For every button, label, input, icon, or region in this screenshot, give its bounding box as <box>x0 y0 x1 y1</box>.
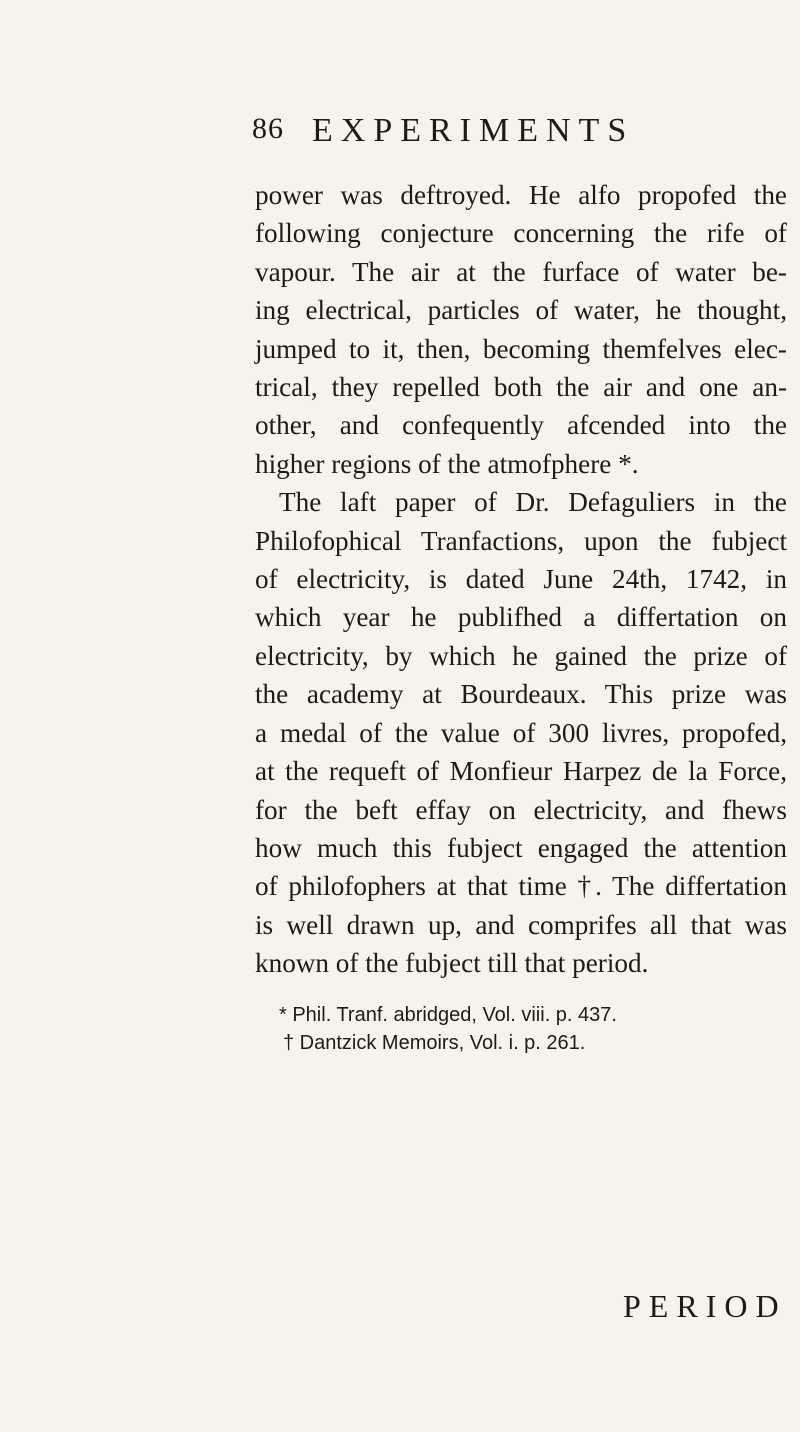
text-line: jumped to it, then, becoming themfelves elec- <box>255 333 787 364</box>
running-title: EXPERIMENTS <box>312 112 635 149</box>
text-line: at the requeft of Monfieur Harpez de la Force, <box>255 756 787 787</box>
text-line: is well drawn up, and comprifes all that was <box>255 909 787 940</box>
text-line: ing electrical, particles of water, he thought, <box>255 295 787 326</box>
footnote: * Phil. Tranf. abridged, Vol. viii. p. 437. <box>279 1004 617 1026</box>
text-line: of philofophers at that time †. The differtation <box>255 871 787 902</box>
text-line: higher regions of the atmofphere *. <box>255 448 639 479</box>
text-line: The laft paper of Dr. Defaguliers in the <box>279 487 787 518</box>
text-line: Philofophical Tranfactions, upon the fubject <box>255 525 787 556</box>
text-line: how much this fubject engaged the attention <box>255 832 787 863</box>
text-line: of electricity, is dated June 24th, 1742, in <box>255 564 787 595</box>
text-line: which year he publifhed a differtation on <box>255 602 787 633</box>
text-line: known of the fubject till that period. <box>255 948 649 979</box>
text-line: other, and confequently afcended into the <box>255 410 787 441</box>
footnotes <box>255 1001 787 1057</box>
text-line: following conjecture concerning the rife of <box>255 218 787 249</box>
body-text <box>255 176 787 983</box>
running-head <box>252 112 700 152</box>
footnote: † Dantzick Memoirs, Vol. i. p. 261. <box>283 1032 586 1054</box>
text-line: the academy at Bourdeaux. This prize was <box>255 679 787 710</box>
text-line: for the beft effay on electricity, and fhews <box>255 794 787 825</box>
text-line: trical, they repelled both the air and one an- <box>255 372 787 403</box>
text-line: a medal of the value of 300 livres, propofed, <box>255 717 787 748</box>
text-line: power was deftroyed. He alfo propofed the <box>255 180 787 210</box>
page-number: 86 <box>252 112 284 145</box>
text-line: electricity, by which he gained the prize of <box>255 640 787 671</box>
text-line: vapour. The air at the furface of water be- <box>255 256 787 287</box>
catchword: PERIOD <box>623 1288 787 1324</box>
